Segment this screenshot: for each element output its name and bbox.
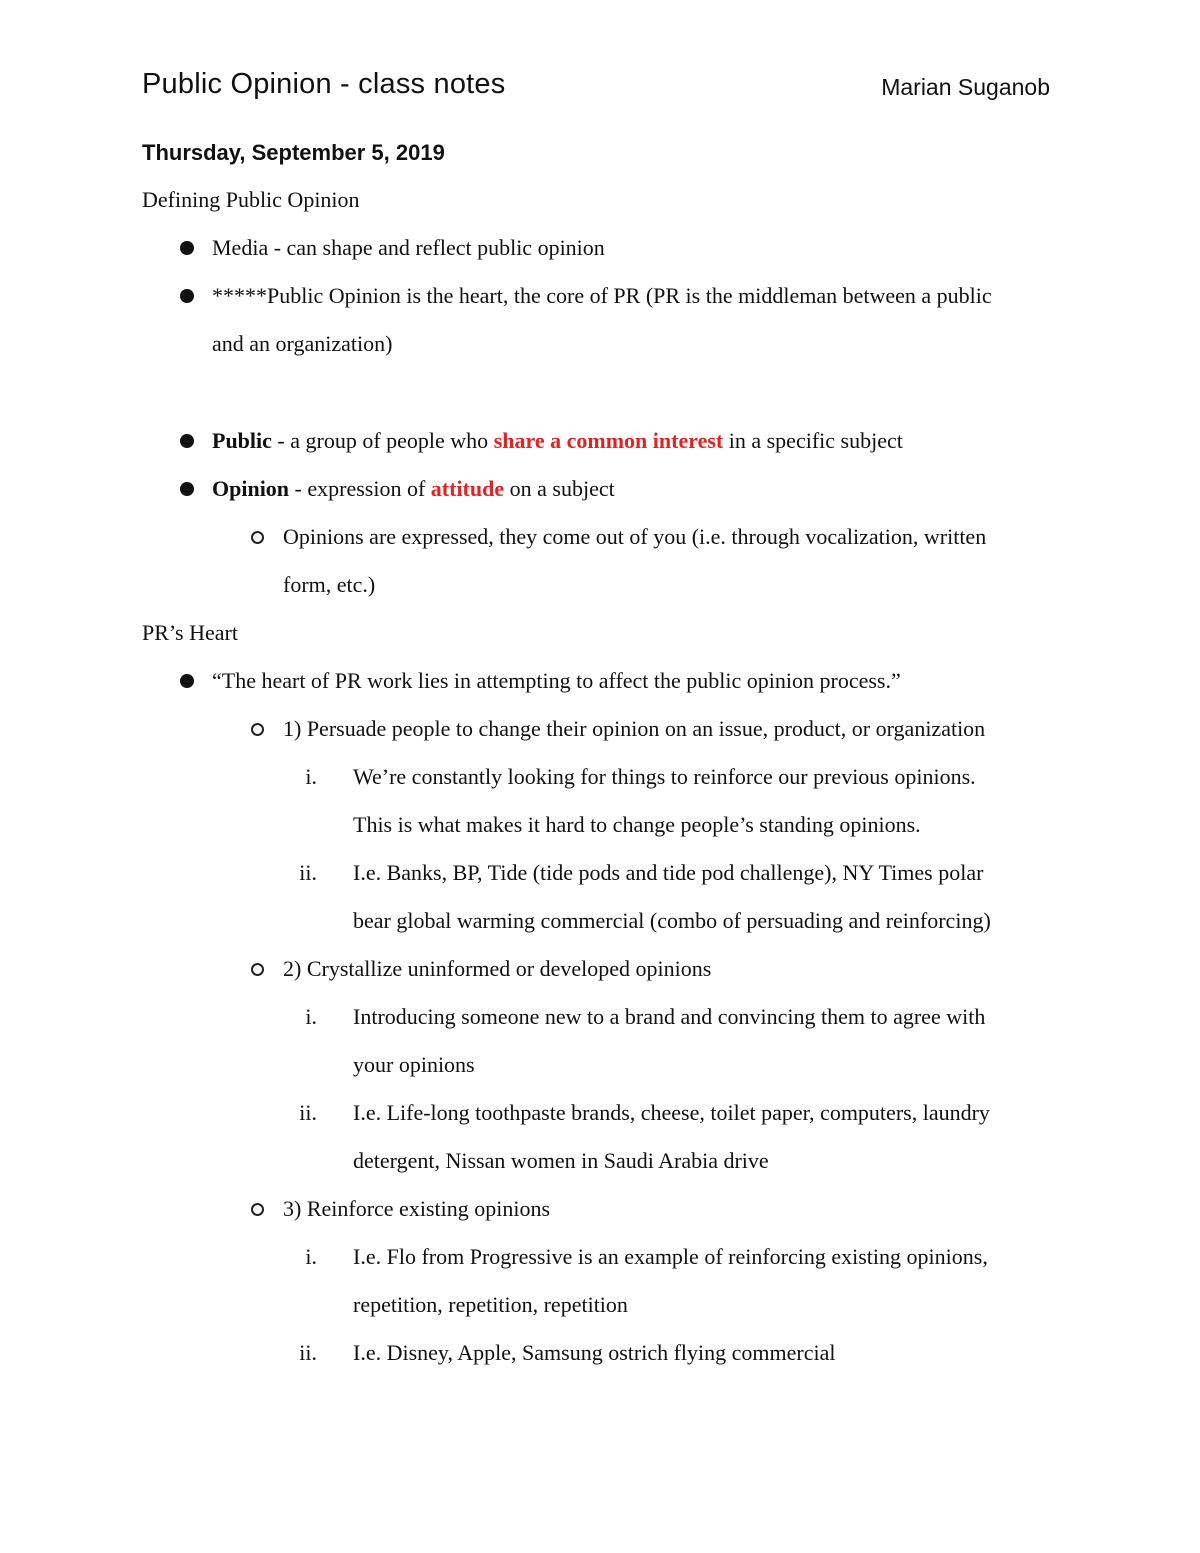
list-item-heart-line2: and an organization) bbox=[212, 331, 393, 356]
point-text: Introducing someone new to a brand and convincing them to agree with bbox=[353, 1004, 986, 1029]
bullet-circle bbox=[251, 723, 264, 736]
definition-text: - a group of people who bbox=[271, 428, 494, 453]
term-public: Public bbox=[212, 428, 272, 453]
point-text: your opinions bbox=[353, 1052, 475, 1077]
bullet-dot bbox=[180, 434, 194, 448]
document-title: Public Opinion - class notes bbox=[142, 68, 506, 100]
point-text: bear global warming commercial (combo of persuading and reinforcing) bbox=[353, 908, 991, 933]
roman-marker: i. bbox=[305, 764, 317, 789]
definition-text: - expression of bbox=[289, 476, 431, 501]
point-text: I.e. Flo from Progressive is an example of reinforcing existing opinions, bbox=[353, 1244, 988, 1269]
point-text: I.e. Disney, Apple, Samsung ostrich flying commercial bbox=[353, 1340, 836, 1365]
point-text: I.e. Banks, BP, Tide (tide pods and tide pod challenge), NY Times polar bbox=[353, 860, 984, 885]
definition-text: on a subject bbox=[504, 476, 615, 501]
bullet-dot bbox=[180, 482, 194, 496]
point-text: detergent, Nissan women in Saudi Arabia drive bbox=[353, 1148, 769, 1173]
roman-marker: i. bbox=[305, 1244, 317, 1269]
roman-marker: i. bbox=[305, 1004, 317, 1029]
bullet-dot bbox=[180, 674, 194, 688]
point-text: repetition, repetition, repetition bbox=[353, 1292, 628, 1317]
roman-marker: ii. bbox=[299, 860, 317, 885]
list-item-heart-line1: *****Public Opinion is the heart, the core of PR (PR is the middleman between a public bbox=[212, 283, 992, 308]
sub-item-expressed-line2: form, etc.) bbox=[283, 572, 376, 597]
term-opinion: Opinion bbox=[212, 476, 290, 501]
roman-marker: ii. bbox=[299, 1100, 317, 1125]
sub-item-persuade: 1) Persuade people to change their opinion on an issue, product, or organization bbox=[283, 716, 986, 741]
section-heading-prs-heart: PR’s Heart bbox=[142, 620, 238, 645]
bullet-circle bbox=[251, 1203, 264, 1216]
date-heading: Thursday, September 5, 2019 bbox=[142, 140, 445, 165]
roman-marker: ii. bbox=[299, 1340, 317, 1365]
list-item-media: Media - can shape and reflect public opinion bbox=[212, 235, 605, 260]
bullet-dot bbox=[180, 241, 194, 255]
sub-item-crystallize: 2) Crystallize uninformed or developed opinions bbox=[283, 956, 712, 981]
list-item-opinion bbox=[212, 475, 615, 503]
bullet-circle bbox=[251, 531, 264, 544]
list-item-public bbox=[212, 427, 903, 455]
bullet-circle bbox=[251, 963, 264, 976]
definition-text: in a specific subject bbox=[723, 428, 903, 453]
point-text: I.e. Life-long toothpaste brands, cheese, toilet paper, computers, laundry bbox=[353, 1100, 990, 1125]
section-heading-defining: Defining Public Opinion bbox=[142, 187, 360, 212]
highlight-text: share a common interest bbox=[493, 428, 724, 453]
highlight-text: attitude bbox=[430, 476, 505, 501]
point-text: This is what makes it hard to change people’s standing opinions. bbox=[353, 812, 921, 837]
bullet-dot bbox=[180, 289, 194, 303]
author-name: Marian Suganob bbox=[881, 74, 1050, 100]
sub-item-reinforce: 3) Reinforce existing opinions bbox=[283, 1196, 551, 1221]
point-text: We’re constantly looking for things to reinforce our previous opinions. bbox=[353, 764, 976, 789]
sub-item-expressed-line1: Opinions are expressed, they come out of you (i.e. through vocalization, written bbox=[283, 524, 987, 549]
quote-item: “The heart of PR work lies in attempting to affect the public opinion process.” bbox=[212, 668, 901, 693]
